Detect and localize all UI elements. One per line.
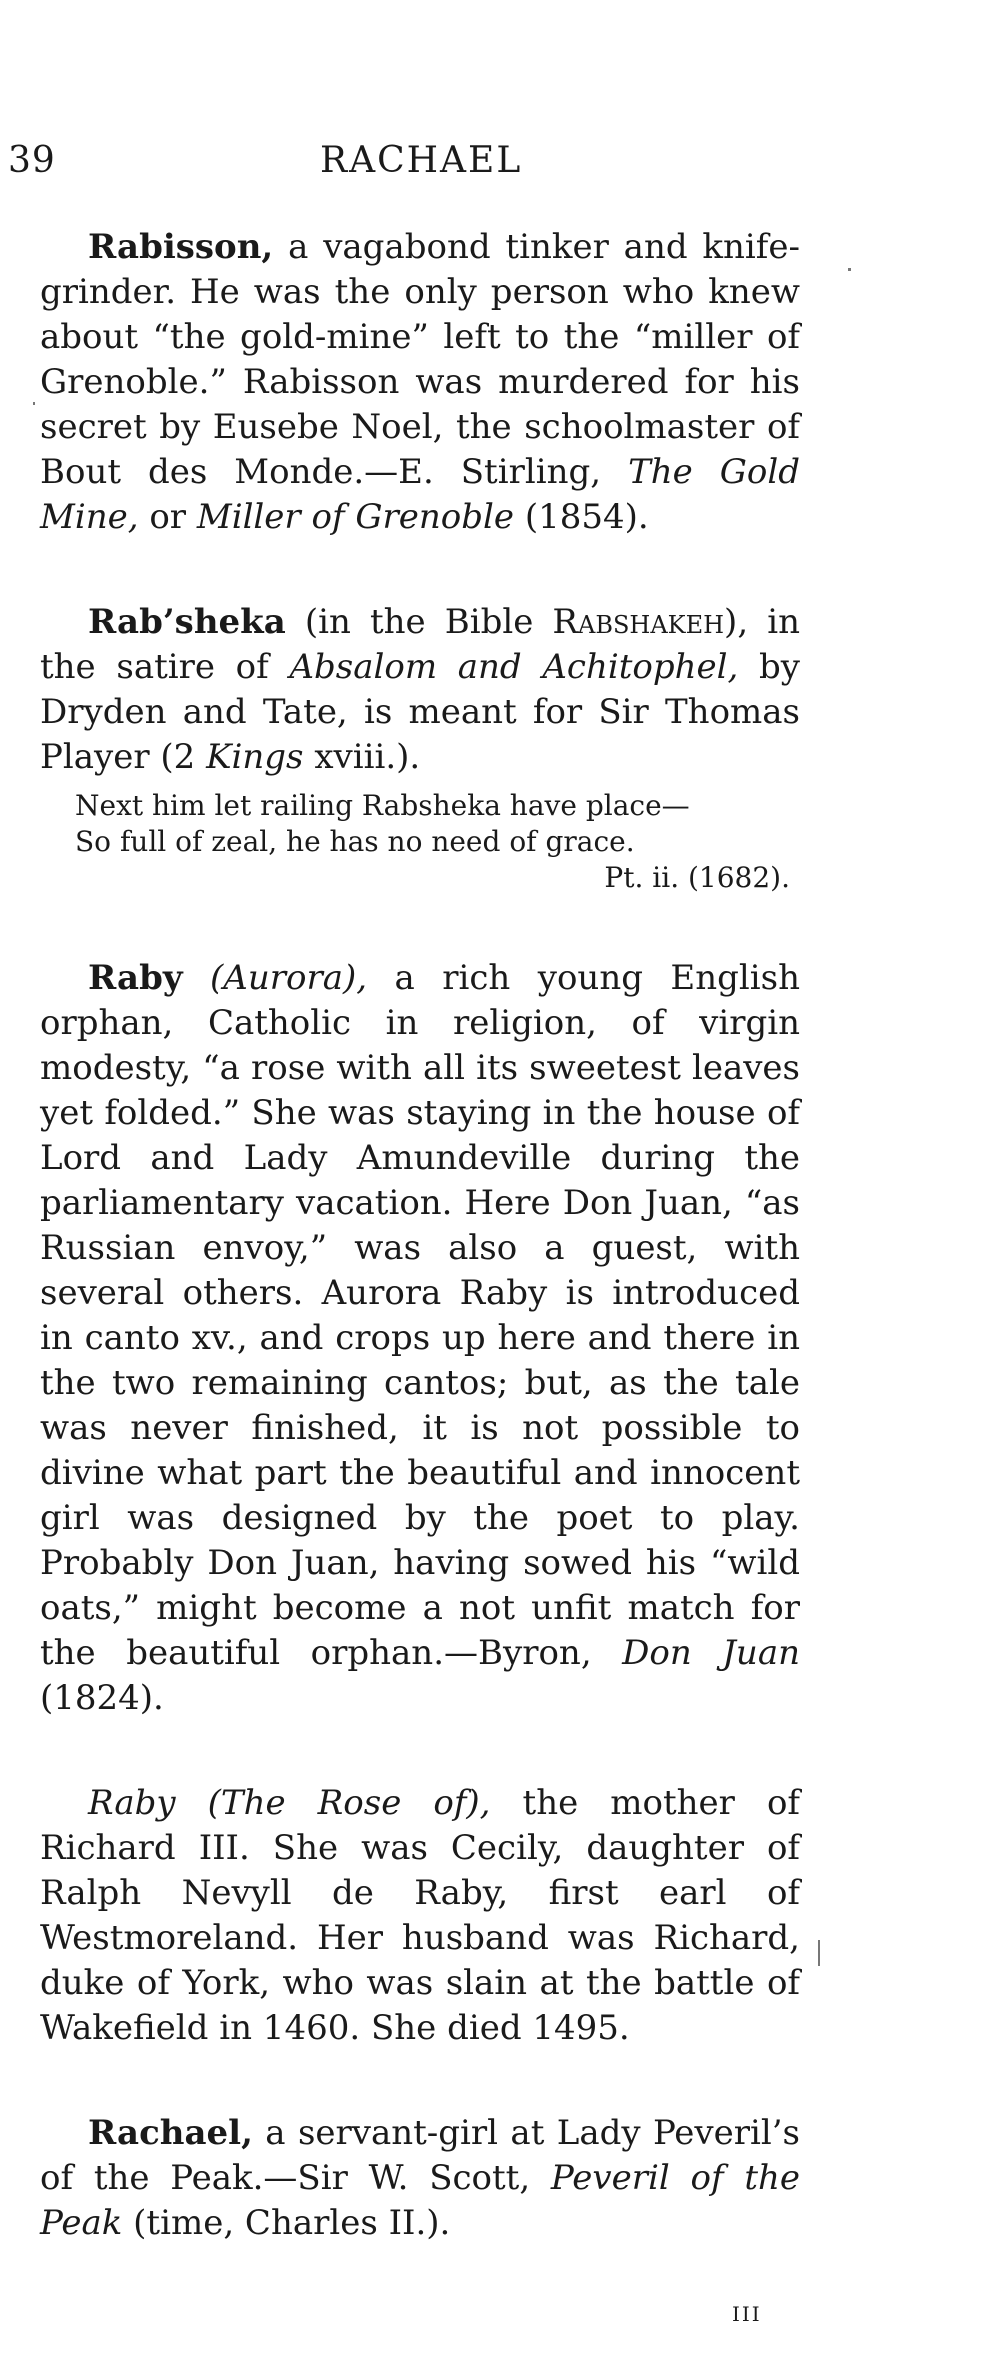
entry-text: a servant-girl at Lady Peveril’s of the Peak.—Sir W. Scott,	[40, 2113, 800, 2198]
headword: Raby	[88, 1783, 176, 1823]
bible-book: Kings	[206, 737, 304, 777]
page-header	[0, 140, 1000, 190]
headword: Rachael,	[88, 2113, 253, 2153]
work-title: The Gold Mine,	[40, 452, 801, 537]
headword: Raby	[88, 958, 183, 998]
work-title: Don Juan	[622, 1633, 800, 1673]
bible-ref: xviii.).	[314, 737, 421, 777]
headword-paren: (The Rose of),	[207, 1783, 491, 1823]
verse-quote	[75, 788, 800, 896]
entry-text: by Dryden and Tate, is meant for Sir Thomas Player (2	[40, 647, 800, 777]
entry-text: the mother of Richard III. She was Cecily, daughter of Ralph Nevyll de Raby, first earl of Westmoreland. Her husband was Richard, duke of York, who was slain at the battle of Wakefield in 1460. She died 1495.	[40, 1783, 800, 2048]
entry-text: in the satire of	[40, 602, 800, 687]
entry-text: (in the Bible	[304, 602, 534, 642]
entry-date: (1824).	[40, 1678, 164, 1718]
headword: Rab’sheka	[88, 602, 286, 642]
entry-raby-rose	[40, 1781, 800, 2051]
work-title: Miller of Grenoble	[196, 497, 515, 537]
headword: Rabisson,	[88, 227, 274, 267]
page-number: 39	[8, 140, 56, 181]
entry-date: (time, Charles II.).	[133, 2203, 451, 2243]
scan-speck	[848, 268, 851, 271]
running-head: RACHAEL	[320, 140, 523, 181]
headword-paren: (Aurora),	[210, 958, 368, 998]
entry-text: a vagabond tinker and knife-grinder. He was the only person who knew about “the gold-mine” left to the “miller of Grenoble.” Rabisson was murdered for his secret by Eusebe Noel, the schoolmaster of Bout des Monde.—E. Stirling,	[40, 227, 800, 492]
entry-text: a rich young English orphan, Catholic in religion, of virgin modesty, “a rose with all its sweetest leaves yet folded.” She was staying in the house of Lord and Lady Amundeville during the parliamentary vacation. Here Don Juan, “as Russian envoy,” was also a guest, with several others. Aurora Raby is introduced in canto xv., and crops up here and there in the two remaining cantos; but, as the tale was never finished, it is not possible to divine what part the beautiful and innocent girl was designed by the poet to play. Probably Don Juan, having sowed his “wild oats,” might become a not unfit match for the beautiful orphan.—Byron,	[40, 958, 800, 1673]
text-column	[40, 225, 800, 2246]
scan-speck	[818, 1940, 820, 1966]
verse-line: Next him let railing Rabsheka have place—	[75, 789, 690, 822]
verse-citation: Pt. ii. (1682).	[604, 861, 790, 894]
entry-raby-aurora	[40, 956, 800, 1721]
entry-rachael	[40, 2111, 800, 2246]
entry-text: or	[149, 497, 187, 537]
entry-rabsheka	[40, 600, 800, 780]
work-title: Peveril of the Peak	[40, 2158, 800, 2243]
scan-speck	[33, 402, 35, 405]
entry-rabisson	[40, 225, 800, 540]
signature-mark: III	[732, 2302, 762, 2326]
work-title: Absalom and Achitophel,	[289, 647, 739, 687]
verse-line: So full of zeal, he has no need of grace.	[75, 825, 635, 858]
small-caps-name: Rabshakeh),	[552, 602, 749, 642]
entry-date: (1854).	[524, 497, 649, 537]
